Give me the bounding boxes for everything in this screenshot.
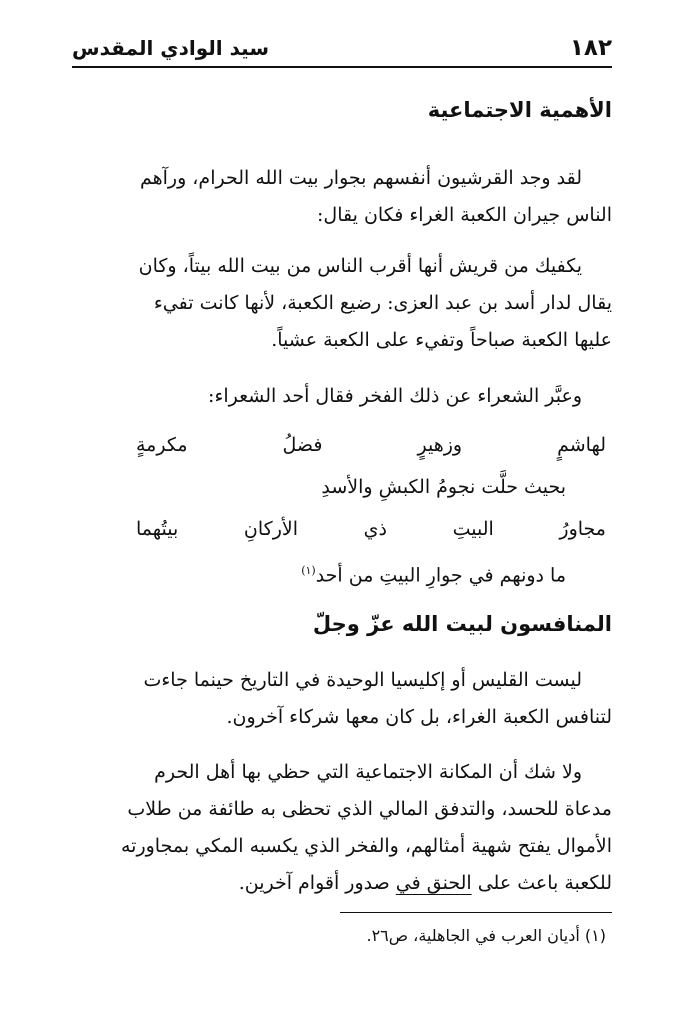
running-title: سيد الوادي المقدس xyxy=(72,36,269,60)
page-header xyxy=(72,30,612,68)
paragraph-line: مدعاة للحسد، والتدفق المالي الذي تحظى به طائفة من طلاب xyxy=(127,798,612,820)
poem-verse: بحيث حلَّت نجومُ الكبشِ والأسدِ xyxy=(321,476,566,498)
paragraph-line: ليست القليس أو إكليسيا الوحيدة في التاريخ حينما جاءت xyxy=(143,669,582,691)
poem-verse-text: ما دونهم في جوارِ البيتِ من أحد xyxy=(315,564,566,587)
text-after-underline: صدور أقوام آخرين. xyxy=(238,872,390,894)
poem-verse: مجاورُ البيتِ ذي الأركانِ بيتُهما xyxy=(136,518,606,540)
paragraph-social-standing xyxy=(72,754,612,902)
poem-verse xyxy=(136,550,606,596)
paragraph-line: لقد وجد القرشيون أنفسهم بجوار بيت الله الحرام، ورآهم xyxy=(139,167,582,189)
text-before-underline: للكعبة باعث على xyxy=(477,872,612,894)
paragraph-line: يكفيك من قريش أنها أقرب الناس من بيت الله بيتاً، وكان xyxy=(138,255,582,277)
footnote-marker: (١) xyxy=(301,564,316,577)
paragraph-poets-pride xyxy=(72,378,612,415)
paragraph-closest-to-house xyxy=(72,248,612,359)
paragraph-line: عليها الكعبة صباحاً وتفيء على الكعبة عشياً. xyxy=(271,329,612,351)
section-heading-social-importance: الأهمية الاجتماعية xyxy=(427,98,612,122)
paragraph-line-last xyxy=(72,865,612,902)
paragraph-line: الأموال يفتح شهية أمثالهم، والفخر الذي يكسبه المكي بمجاورته xyxy=(120,835,612,857)
paragraph-line: لتنافس الكعبة الغراء، بل كان معها شركاء آخرون. xyxy=(226,706,612,728)
paragraph-line: يقال لدار أسد بن عبد العزى: رضيع الكعبة، لأنها كانت تفيء xyxy=(153,292,612,314)
footnote: (١) أديان العرب في الجاهلية، ص٢٦. xyxy=(366,926,606,945)
paragraph-line: ولا شك أن المكانة الاجتماعية التي حظي بها أهل الحرم xyxy=(154,761,582,783)
paragraph-qalis xyxy=(72,662,612,736)
paragraph-line: وعبَّر الشعراء عن ذلك الفخر فقال أحد الشعراء: xyxy=(208,385,582,407)
underlined-phrase: الحنق في xyxy=(395,872,472,894)
page-number: ١٨٢ xyxy=(569,35,612,61)
paragraph-line: الناس جيران الكعبة الغراء فكان يقال: xyxy=(317,204,612,226)
paragraph-quraysh-neighbors xyxy=(72,160,612,234)
poem-block xyxy=(136,424,606,596)
footnote-divider xyxy=(340,912,612,913)
section-heading-competitors: المنافسون لبيت الله عزّ وجلّ xyxy=(312,612,612,636)
poem-verse: لهاشمٍ وزهيرٍ فضلُ مكرمةٍ xyxy=(136,434,606,456)
